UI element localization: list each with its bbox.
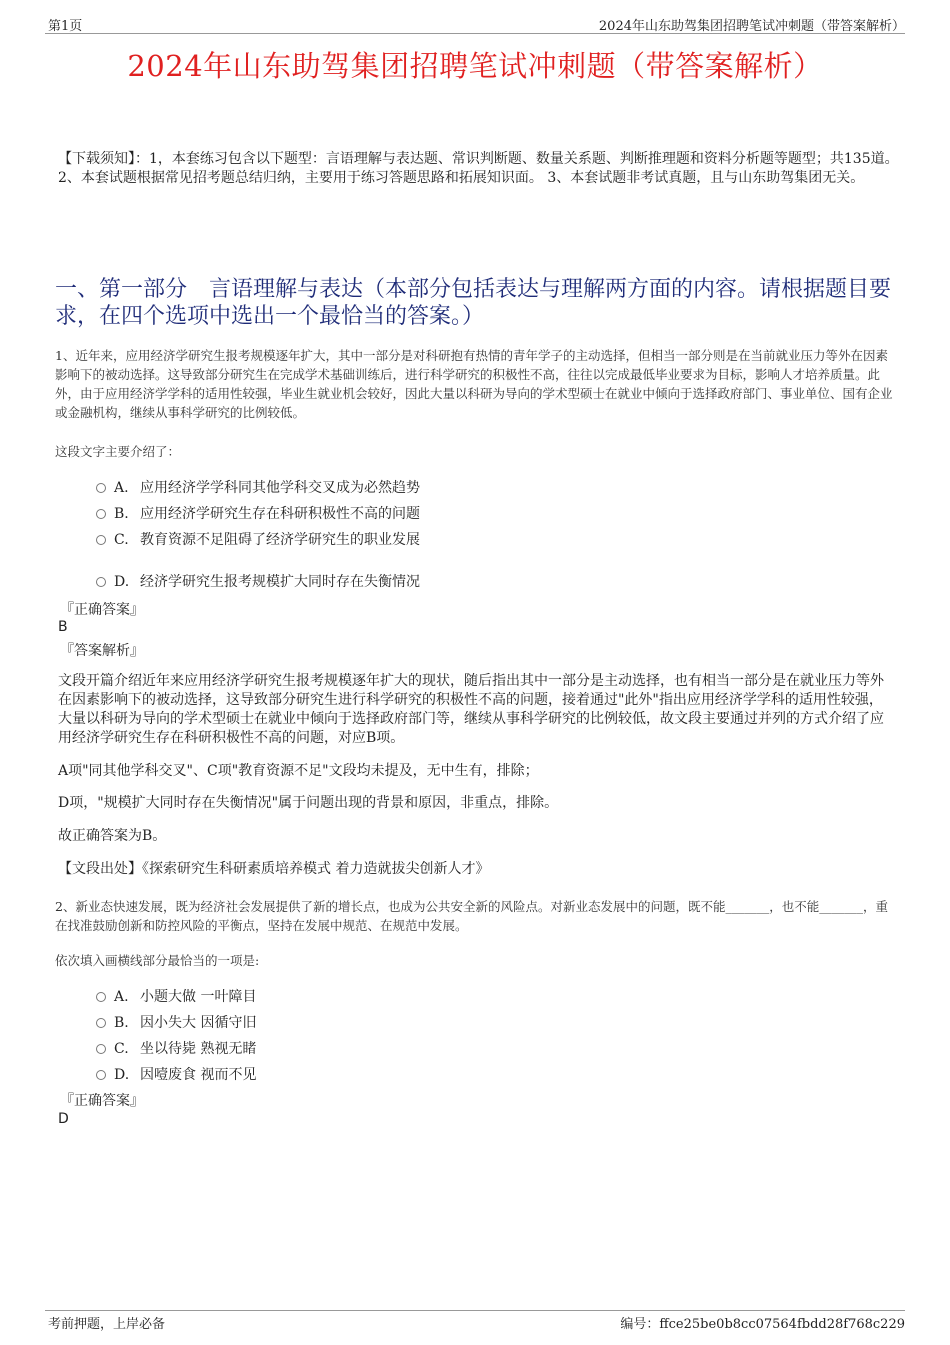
section-heading: 一、第一部分 言语理解与表达（本部分包括表达与理解两方面的内容。请根据题目要求，在四个选项中选出一个最恰当的答案。） (55, 277, 892, 329)
question-1-option-c[interactable]: C. 教育资源不足阻碍了经济学研究生的职业发展 (96, 529, 420, 549)
question-1-analysis: 文段开篇介绍近年来应用经济学研究生报考规模逐年扩大的现状，随后指出其中一部分是主动选择，也有相当一部分是在就业压力等外在因素影响下的被动选择，这导致部分研究生进行科学研究的积极性不高的问题，接着通过"此外"指出应用经济学学科的适用性较强，大量以科研为导向的学术型硕士在就业中倾向于选择政府部门等，继续从事科学研究的比例较低，故文段主要通过并列的方式介绍了应用经济学研究生存在科研积极性不高的问题，对应B项。 (58, 673, 884, 746)
question-1-conclusion: 故正确答案为B。 (58, 828, 167, 844)
question-1-answer: B (58, 619, 68, 635)
radio-icon[interactable] (96, 577, 106, 587)
question-2-option-a[interactable]: A. 小题大做 一叶障目 (96, 986, 256, 1006)
header-divider (45, 33, 905, 34)
question-2-answer-label: 『正确答案』 (60, 1093, 144, 1109)
footer-divider (45, 1310, 905, 1311)
question-1-analysis-d: D项，"规模扩大同时存在失衡情况"属于问题出现的背景和原因，非重点，排除。 (58, 795, 559, 811)
question-2-option-d[interactable]: D. 因噎废食 视而不见 (96, 1064, 256, 1084)
radio-icon[interactable] (96, 1018, 106, 1028)
radio-icon[interactable] (96, 535, 106, 545)
question-1-analysis-label: 『答案解析』 (60, 643, 144, 659)
footer-slogan: 考前押题，上岸必备 (48, 1317, 166, 1332)
question-1-stem: 1、近年来，应用经济学研究生报考规模逐年扩大，其中一部分是对科研抱有热情的青年学子的主动选择，但相当一部分则是在当前就业压力等外在因素影响下的被动选择。这导致部分研究生在完成学术基础训练后，进行科学研究的积极性不高，往往以完成最低毕业要求为目标，影响人才培养质量。此外，由于应用经济学学科的适用性较强，毕业生就业机会较好，因此大量以科研为导向的学术型硕士在就业中倾向于选择政府部门、事业单位、国有企业或金融机构，继续从事科学研究的比例较低。 (55, 348, 893, 420)
running-title: 2024年山东助驾集团招聘笔试冲刺题（带答案解析） (598, 19, 905, 34)
radio-icon[interactable] (96, 483, 106, 493)
question-1-prompt: 这段文字主要介绍了： (55, 444, 181, 459)
radio-icon[interactable] (96, 1070, 106, 1080)
download-notice: 【下载须知】：1，本套练习包含以下题型：言语理解与表达题、常识判断题、数量关系题、判断推理题和资料分析题等题型；共135道。 2、本套试题根据常见招考题总结归纳，主要用于练习答题思路和拓展知识面。 3、本套试题非考试真题，且与山东助驾集团无关。 (58, 151, 899, 186)
document-title: 2024年山东助驾集团招聘笔试冲刺题（带答案解析） (127, 49, 823, 83)
question-1-option-a[interactable]: A. 应用经济学学科同其他学科交叉成为必然趋势 (96, 477, 420, 497)
question-2-option-b[interactable]: B. 因小失大 因循守旧 (96, 1012, 256, 1032)
question-2-stem: 2、新业态快速发展，既为经济社会发展提供了新的增长点，也成为公共安全新的风险点。对新业态发展中的问题，既不能_______，也不能_______，重在找准鼓励创新和防控风险的平衡点，坚持在发展中规范、在规范中发展。 (55, 899, 888, 933)
radio-icon[interactable] (96, 509, 106, 519)
radio-icon[interactable] (96, 992, 106, 1002)
question-1-option-d[interactable]: D. 经济学研究生报考规模扩大同时存在失衡情况 (96, 571, 420, 591)
question-1-source: 【文段出处】《探索研究生科研素质培养模式 着力造就拔尖创新人才》 (58, 861, 490, 877)
page-number: 第1页 (48, 19, 83, 34)
radio-icon[interactable] (96, 1044, 106, 1054)
question-1-option-b[interactable]: B. 应用经济学研究生存在科研积极性不高的问题 (96, 503, 420, 523)
question-1-analysis-a-c: A项"同其他学科交叉"、C项"教育资源不足"文段均未提及，无中生有，排除； (58, 763, 539, 779)
question-2-prompt: 依次填入画横线部分最恰当的一项是: (55, 953, 260, 968)
question-1-answer-label: 『正确答案』 (60, 602, 144, 618)
question-2-answer: D (58, 1111, 69, 1127)
document-id: 编号：ffce25be0b8cc07564fbdd28f768c229 (620, 1317, 905, 1332)
question-2-option-c[interactable]: C. 坐以待毙 熟视无睹 (96, 1038, 256, 1058)
